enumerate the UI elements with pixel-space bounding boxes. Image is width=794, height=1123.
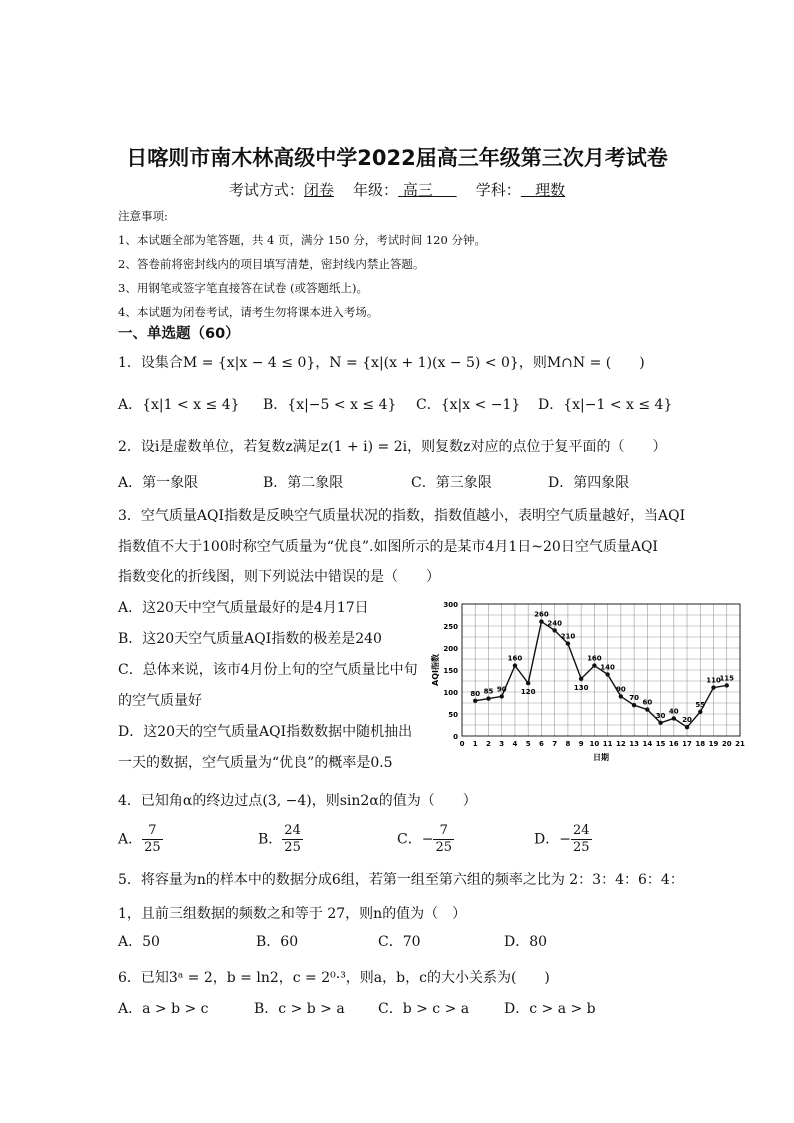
data-label: 240 <box>547 619 562 628</box>
question-3-stem-line-2: 指数值不大于100时称空气质量为“优良”.如图所示的是某市4月1日~20日空气质量AQI <box>118 539 658 555</box>
data-point <box>579 677 583 681</box>
question-5-option-a: A．50 <box>118 934 160 950</box>
data-point <box>500 694 504 698</box>
note-item-3: 3、用钢笔或签字笔直接答在试卷 (或答题纸上)。 <box>118 281 368 295</box>
note-item-2: 2、答卷前将密封线内的项目填写清楚，密封线内禁止答题。 <box>118 257 425 271</box>
data-point <box>605 672 609 676</box>
question-5-stem-line-1: 5．将容量为n的样本中的数据分成6组，若第一组至第六组的频率之比为 2：3：4：6：4： <box>118 872 684 888</box>
data-label: 160 <box>587 654 602 663</box>
data-label: 130 <box>573 683 589 692</box>
exam-title: 日喀则市南木林高级中学2022届高三年级第三次月考试卷 <box>126 146 668 170</box>
data-label: 110 <box>706 676 721 685</box>
data-label: 210 <box>560 632 576 641</box>
question-3-option-d-cont: 一天的数据，空气质量为“优良”的概率是0.5 <box>118 755 393 771</box>
question-3-option-b: B．这20天空气质量AQI指数的极差是240 <box>118 631 382 647</box>
data-label: 55 <box>695 700 706 709</box>
question-4-option-b: B． $\frac{24}{25}$ <box>258 823 301 855</box>
question-5-stem-line-2: 1，且前三组数据的频数之和等于 27，则n的值为（ ） <box>118 906 467 922</box>
y-axis-label: AQI指数 <box>431 654 440 686</box>
data-point <box>645 707 649 711</box>
data-label: 90 <box>615 685 626 694</box>
data-point <box>539 619 543 623</box>
y-tick-label: 0 <box>453 733 458 741</box>
data-label: 140 <box>600 663 615 672</box>
y-tick-label: 50 <box>448 711 458 719</box>
data-point <box>632 703 636 707</box>
question-3-stem-line-3: 指数变化的折线图，则下列说法中错误的是（ ） <box>118 569 440 585</box>
question-1-option-d: D．{x|−1 < x ≤ 4} <box>538 397 673 413</box>
question-4-option-d: D．− $\frac{24}{25}$ <box>534 823 590 855</box>
subject-value: 理数 <box>535 181 566 199</box>
question-2-option-d: D．第四象限 <box>548 475 630 491</box>
x-tick-label: 12 <box>615 740 626 748</box>
question-4-option-a: A． $\frac{7}{25}$ <box>118 823 161 855</box>
x-tick-label: 16 <box>668 740 679 748</box>
note-item-1: 1、本试题全部为笔答题，共 4 页，满分 150 分，考试时间 120 分钟。 <box>118 233 486 247</box>
question-2-option-b: B．第二象限 <box>263 475 344 491</box>
x-tick-label: 6 <box>538 740 544 748</box>
x-tick-label: 7 <box>552 740 558 748</box>
x-tick-label: 5 <box>525 740 531 748</box>
note-item-4: 4、本试题为闭卷考试，请考生勿将课本进入考场。 <box>118 305 379 319</box>
data-point <box>552 628 556 632</box>
question-2-option-a: A．第一象限 <box>118 475 199 491</box>
question-6-option-a: A．a > b > c <box>118 1001 209 1017</box>
question-3-option-c-cont: 的空气质量好 <box>118 693 202 709</box>
exam-mode-value: 闭卷 <box>303 181 334 199</box>
x-tick-label: 14 <box>642 740 653 748</box>
data-label: 90 <box>496 685 507 694</box>
x-tick-label: 4 <box>512 740 518 748</box>
x-tick-label: 1 <box>472 740 478 748</box>
question-3-option-a: A．这20天中空气质量最好的是4月17日 <box>118 600 369 616</box>
question-1-option-b: B．{x|−5 < x ≤ 4} <box>263 397 397 413</box>
question-5-option-d: D．80 <box>504 934 548 950</box>
notes-heading: 注意事项: <box>118 209 168 223</box>
exam-meta <box>0 179 794 200</box>
series-line <box>475 622 727 728</box>
x-tick-label: 19 <box>708 740 719 748</box>
data-label: 60 <box>642 698 653 707</box>
grade-value: 高三 <box>402 181 433 199</box>
question-3-option-d: D．这20天的空气质量AQI指数数据中随机抽出 <box>118 724 413 740</box>
x-tick-label: 20 <box>721 740 732 748</box>
data-point <box>473 699 477 703</box>
data-label: 20 <box>682 716 692 725</box>
question-4-stem: 4．已知角α的终边过点(3, −4)，则sin2α的值为（ ） <box>118 793 477 809</box>
data-point <box>685 725 689 729</box>
data-point <box>566 641 570 645</box>
question-6-stem: 6．已知3ᵃ = 2，b = ln2，c = 2⁰·³，则a，b，c的大小关系为( ) <box>118 970 550 986</box>
question-6-option-b: B．c > b > a <box>254 1001 345 1017</box>
x-tick-label: 17 <box>682 740 692 748</box>
question-5-option-b: B．60 <box>256 934 299 950</box>
x-tick-label: 11 <box>602 740 613 748</box>
data-point <box>619 694 623 698</box>
data-label: 160 <box>507 654 523 663</box>
x-tick-label: 8 <box>565 740 571 748</box>
y-tick-label: 300 <box>443 601 458 609</box>
x-tick-label: 10 <box>589 740 600 748</box>
question-1-stem: 1．设集合M = {x|x − 4 ≤ 0}，N = {x|(x + 1)(x − 5) < 0}，则M∩N = ( ) <box>118 355 645 371</box>
y-tick-label: 250 <box>443 623 458 631</box>
question-2-stem: 2．设i是虚数单位，若复数z满足z(1 + i) = 2i，则复数z对应的点位于复平面的（ ） <box>118 439 667 455</box>
x-axis-label: 日期 <box>593 753 609 762</box>
data-label: 85 <box>483 687 494 696</box>
aqi-line-chart <box>420 596 765 768</box>
question-6-option-d: D．c > a > b <box>504 1001 596 1017</box>
data-label: 40 <box>668 707 679 716</box>
question-6-option-c: C．b > c > a <box>378 1001 470 1017</box>
exam-mode-label: 考试方式： <box>228 181 304 199</box>
data-point <box>698 710 702 714</box>
question-1-option-a: A．{x|1 < x ≤ 4} <box>118 397 240 413</box>
x-tick-label: 15 <box>655 740 666 748</box>
x-tick-label: 2 <box>486 740 491 748</box>
x-tick-label: 18 <box>695 740 706 748</box>
data-point <box>486 696 490 700</box>
data-point <box>711 685 715 689</box>
data-label: 120 <box>520 688 536 697</box>
data-point <box>526 681 530 685</box>
data-label: 70 <box>629 694 639 703</box>
data-label: 115 <box>719 674 735 683</box>
x-tick-label: 21 <box>735 740 745 748</box>
question-4-option-c: C．− $\frac{7}{25}$ <box>397 823 452 855</box>
data-point <box>672 716 676 720</box>
x-tick-label: 13 <box>629 740 639 748</box>
question-1-option-c: C．{x|x < −1} <box>416 397 521 413</box>
y-tick-label: 150 <box>443 667 458 675</box>
x-tick-label: 9 <box>578 740 584 748</box>
question-3-option-c: C．总体来说，该市4月份上旬的空气质量比中旬 <box>118 662 418 678</box>
data-point <box>725 683 729 687</box>
grade-label: 年级： <box>353 181 399 199</box>
x-tick-label: 3 <box>499 740 505 748</box>
section-heading: 一、单选题（60） <box>118 326 240 342</box>
data-label: 30 <box>655 711 666 720</box>
question-3-stem-line-1: 3．空气质量AQI指数是反映空气质量状况的指数，指数值越小，表明空气质量越好，当AQI <box>118 508 686 524</box>
question-2-option-c: C．第三象限 <box>411 475 492 491</box>
x-tick-label: 0 <box>459 740 465 748</box>
y-tick-label: 200 <box>443 645 458 653</box>
data-point <box>592 663 596 667</box>
question-5-option-c: C．70 <box>378 934 421 950</box>
data-label: 260 <box>534 610 549 619</box>
data-label: 80 <box>470 689 481 698</box>
y-tick-label: 100 <box>443 689 458 697</box>
subject-label: 学科： <box>475 181 521 199</box>
data-point <box>513 663 517 667</box>
data-point <box>658 721 662 725</box>
